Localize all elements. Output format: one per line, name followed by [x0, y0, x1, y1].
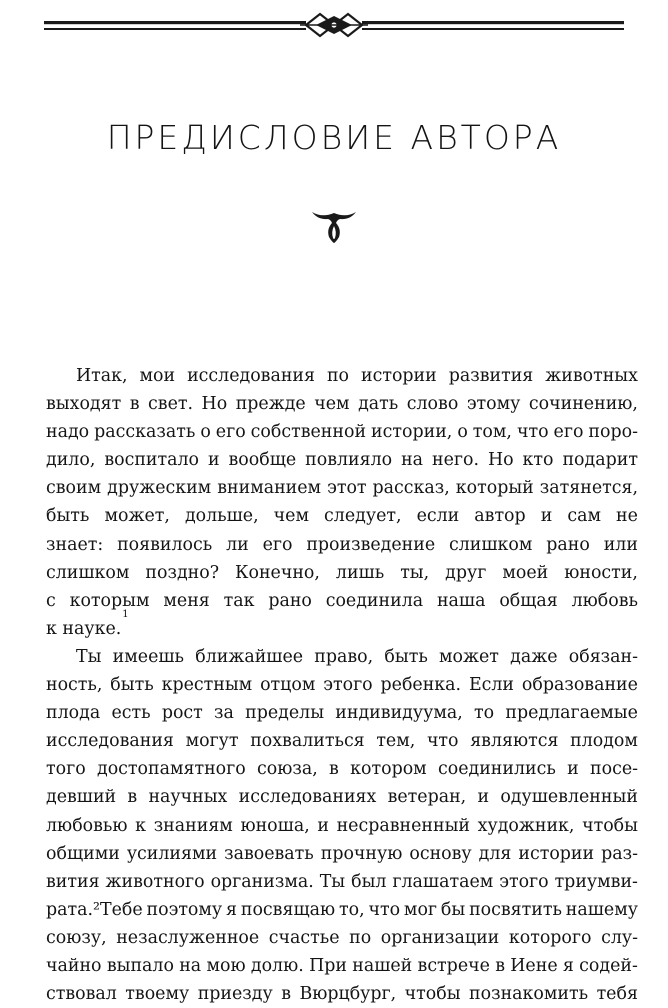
text-line: знает: появилось ли его произведение слишком рано или	[46, 534, 638, 555]
text-line: к науке. 1	[46, 615, 638, 643]
preface-text	[46, 362, 638, 1008]
double-rule-with-diamond-icon	[0, 10, 668, 44]
text-line: союзу, незаслуженное счастье по организации которого слу-	[46, 927, 638, 948]
text-line: девший в научных исследованиях ветеран, и одушевленный	[46, 787, 638, 808]
text-line: исследования могут похвалиться тем, что являются плодом	[46, 731, 638, 752]
text-line: рата.²Тебе поэтому я посвящаю то, что мог бы посвятить нашему	[46, 899, 638, 920]
text-line: чайно выпало на мою долю. При нашей встрече в Иене я содей-	[46, 955, 638, 976]
text-line: того достопамятного союза, в котором соединились и посе-	[46, 759, 638, 780]
footnote-marker: 1	[122, 608, 129, 620]
text-line: слишком поздно? Конечно, лишь ты, друг моей юности,	[46, 562, 638, 583]
text-line: дило, воспитало и вообще повлияло на него. Но кто подарит	[46, 450, 638, 471]
text-line: любовью к знаниям юноша, и несравненный художник, чтобы	[46, 815, 638, 836]
text-line: своим дружеским вниманием этот рассказ, который затянется,	[46, 478, 638, 499]
tulip-vignette-icon	[310, 206, 358, 244]
text-line: быть может, дольше, чем следует, если автор и сам не	[46, 506, 638, 527]
text-line: с которым меня так рано соединила наша общая любовь	[46, 590, 638, 611]
page-title: ПРЕДИСЛОВИЕ АВТОРА	[106, 118, 562, 157]
text-line: выходят в свет. Но прежде чем дать слово этому сочинению,	[46, 394, 638, 415]
text-line: ствовал твоему приезду в Вюрцбург, чтобы познакомить тебя	[46, 984, 638, 1005]
text-line: надо рассказать о его собственной истории, о том, что его поро-	[46, 422, 638, 443]
text-line: общими усилиями завоевать прочную основу для истории раз-	[46, 843, 638, 864]
text-line: Ты имеешь ближайшее право, быть может даже обязан-	[76, 646, 638, 667]
text-line: плода есть рост за пределы индивидуума, то предлагаемые	[46, 703, 638, 724]
text-line: вития животного организма. Ты был глашатаем этого триумви-	[46, 871, 638, 892]
text-line: ность, быть крестным отцом этого ребенка. Если образование	[46, 675, 638, 696]
text-line: Итак, мои исследования по истории развития животных	[76, 366, 638, 386]
